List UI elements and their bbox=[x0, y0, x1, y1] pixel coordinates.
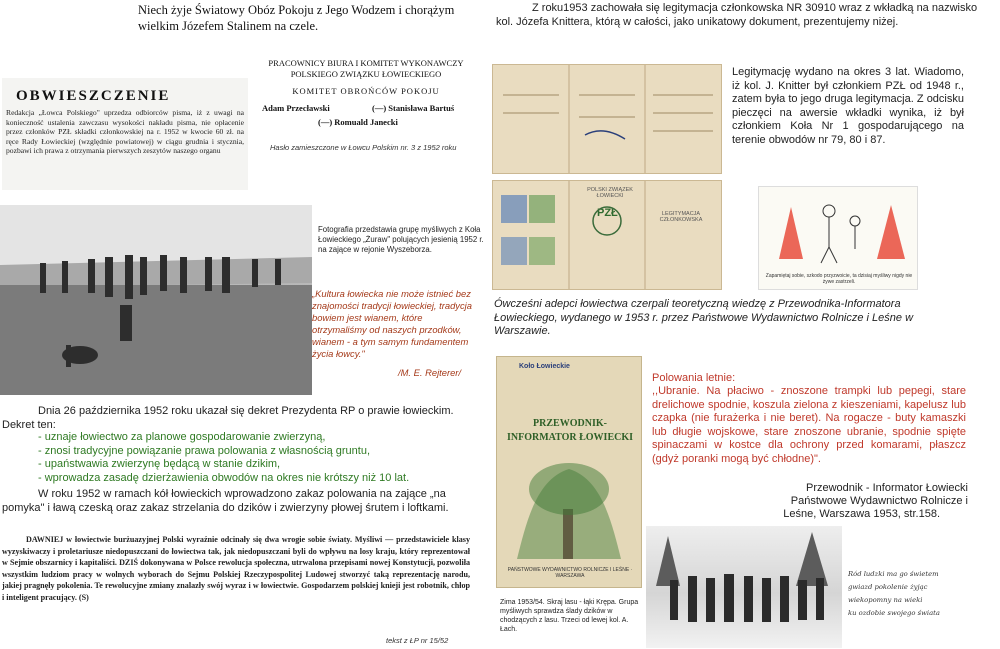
slogan-note: Hasło zamieszczone w Łowcu Polskim nr. 3 z 1952 roku bbox=[270, 143, 457, 152]
decree-points bbox=[38, 431, 468, 485]
source-line-3: Leśne, Warszawa 1953, str.158. bbox=[783, 508, 940, 520]
quote-author: /M. E. Rejterer/ bbox=[398, 367, 462, 378]
poem-line: Ród ludzki ma go świetem bbox=[848, 570, 939, 578]
book-publisher: PAŃSTWOWE WYDAWNICTWO ROLNICZE I LEŚNE · WARSZAWA bbox=[507, 567, 633, 579]
signer-3: (—) Romuald Janecki bbox=[318, 117, 398, 127]
membership-card-inside bbox=[492, 180, 722, 290]
poem-line: ku ozdobie swojego świata bbox=[848, 609, 940, 617]
card-description: Legitymację wydano na okres 3 lat. Wiadomo, iż kol. J. Knitter był członkiem PZŁ od 1948 r., zatem była to jego druga legitymacja. Z odcisku pieczęci na awersie wkładki wynika, iż był członkiem Koła Nr 1 gospodarującego na terenie obwodów nr 79, 80 i 87. bbox=[732, 66, 964, 146]
obwieszczenie-text: Redakcja „Łowca Polskiego" uprzedza odbiorców pisma, iż z uwagi na konieczność ustalenia zawczasu wysokości nakładu pisma, nie opłacenie przez członków PZŁ składki członkowskiej na r. 1952 w kwocie 60 zł. na ręce Rady Łowieckiej (względnie powiatowej) w ciągu grudnia i stycznia, pozbawi ich prawa z otrzymania pierwszych zeszytów naszego organu bbox=[6, 108, 244, 156]
card-label-legitymacja: LEGITYMACJA CZŁONKOWSKA bbox=[659, 211, 703, 223]
hunters-photo bbox=[0, 205, 312, 395]
cartoon bbox=[758, 186, 918, 290]
polowania-heading: Polowania letnie: bbox=[652, 372, 736, 384]
decree-point: - uznaje łowiectwo za planowe gospodarowanie zwierzyną, bbox=[38, 431, 326, 443]
old-source: tekst z ŁP nr 15/52 bbox=[386, 636, 449, 645]
signer-1: Adam Przecławski bbox=[262, 103, 330, 113]
decree-outro: W roku 1952 w ramach kół łowieckich wprowadzono zakaz polowania na zające „na pomyka" i ławą czeską oraz zakaz strzelania do dzików i zwierzyny płowej śrutem i loftkami. bbox=[2, 488, 449, 514]
obwieszczenie-clipping bbox=[2, 78, 248, 190]
polowania-text: ,,Ubranie. Na płaciwo - znoszone trampki lub pepegi, stare drelichowe spodnie, koszula zielona z kieszeniami, kapelusz lub czapka (nie furażerka i nie beret). Na rogacze - buty kamaszki lub długie wojskowe, stare znoszone ubranie, spodnie spięte spinaczami w kostce dla ochrony przed komarami, płaszcz (gdyż poranki mogą być chłodne)". bbox=[652, 385, 966, 465]
manual-text: Ówcześni adepci łowiectwa czerpali teoretyczną wiedzę z Przewodnika-Informatora Łowieckiego, wydanego w 1953 r. przez Państwowe Wydawnictwo Rolnicze i Leśne w Warszawie. bbox=[494, 298, 914, 337]
committee-head: PRACOWNICY BIURA I KOMITET WYKONAWCZY POLSKIEGO ZWIĄZKU ŁOWIECKIEGO bbox=[268, 58, 464, 79]
decree-point: - wprowadza zasadę dzierżawienia obwodów na okres nie krótszy niż 10 lat. bbox=[38, 471, 410, 484]
poem-line: wiekopomny na wieki bbox=[848, 596, 923, 604]
card-label-union: POLSKI ZWIĄZEK ŁOWIECKI bbox=[587, 187, 633, 199]
photo-caption: Fotografia przedstawia grupę myśliwych z Koła Łowieckiego „Żuraw" polujących jesienią 1952 r. na zające w rejonie Wyszeborza. bbox=[318, 225, 484, 254]
book-title: PRZEWODNIK-INFORMATOR ŁOWIECKI bbox=[506, 418, 634, 443]
quote: „Kultura łowiecka nie może istnieć bez znajomości tradycji łowieckiej, tradycja bowiem jest wianem, które otrzymaliśmy od naszych przodków, wianem - a tym samym fundamentem życia łowcy." bbox=[312, 288, 472, 359]
decree-point: - znosi tradycyjne powiązanie prawa polowania z własnością gruntu, bbox=[38, 444, 371, 457]
obwieszczenie-title: OBWIESZCZENIE bbox=[16, 88, 171, 104]
winter-photo bbox=[646, 526, 842, 648]
source-line-2: Państwowe Wydawnictwo Rolnicze i bbox=[790, 495, 968, 507]
cartoon-caption: Zapamiętaj sobie, szkodo przyzwoicie, ta dzisiaj myśliwy nigdy nie żywe zastrzeli. bbox=[765, 273, 913, 285]
signer-2: (—) Stanisława Bartuś bbox=[372, 103, 455, 113]
source-line-1: Przewodnik - Informator Łowiecki bbox=[805, 482, 968, 494]
top-caption: Niech żyje Światowy Obóz Pokoju z Jego Wodzem i chorążym wielkim Józefem Stalinem na czele. bbox=[138, 3, 455, 33]
handwritten-poem bbox=[848, 568, 998, 620]
poem-line: gwiazd pokolenie żyjąc bbox=[848, 583, 928, 591]
old-newspaper-text: DAWNIEJ w łowiectwie burżuazyjnej Polski wyraźnie odcinały się dwa wrogie sobie światy. Myśliwi — przedstawiciele klasy wyzyskiwaczy i proletariusze niedopuszczani do łowiectwa tak, jak niedopuszczani byli do wpływu na losy kraju, który reprezentował w Sejmie obszarnicy i kapitaliści. DZIŚ dokonywana w Polsce rewolucja społeczna, utrwalona przepisami nowej Konstytucji, pozwoliła wszystkim ludziom pracy w wolnych wyborach do Sejmu Polskiej Rzeczypospolitej Ludowej stworzyć taką reprezentację narodu, jakiej pragnęły pokolenia. Te rewolucyjne zmiany znalazły swój wyraz i w łowiectwie. Gospodarzem polskiej knieji jest robotnik, chłop i inteligent pracujący. (S) bbox=[2, 535, 470, 602]
card-label-pzl: PZŁ bbox=[597, 207, 618, 219]
winter-caption: Zima 1953/54. Skraj lasu - łąki Krępa. Grupa myśliwych sprawdza ślady dzików w chodzących z lasu. Trzeci od lewej kol. A. Łach. bbox=[500, 599, 639, 633]
membership-card-front bbox=[492, 64, 722, 174]
book-stamp: Koło Łowieckie bbox=[519, 363, 570, 370]
membership-intro: Z roku1953 zachowała się legitymacja członkowska NR 30910 wraz z wkładką na nazwisko kol. Józefa Knittera, którą w całości, jako unikatowy dokument, prezentujemy niżej. bbox=[496, 2, 978, 28]
committee-sub: KOMITET OBROŃCÓW POKOJU bbox=[292, 86, 440, 96]
decree-intro: Dnia 26 października 1952 roku ukazał się dekret Prezydenta RP o prawie łowieckim. Dekret ten: bbox=[2, 405, 454, 431]
book-cover bbox=[496, 356, 642, 588]
decree-point: - upaństwawia zwierzynę będącą w stanie dzikim, bbox=[38, 458, 281, 470]
